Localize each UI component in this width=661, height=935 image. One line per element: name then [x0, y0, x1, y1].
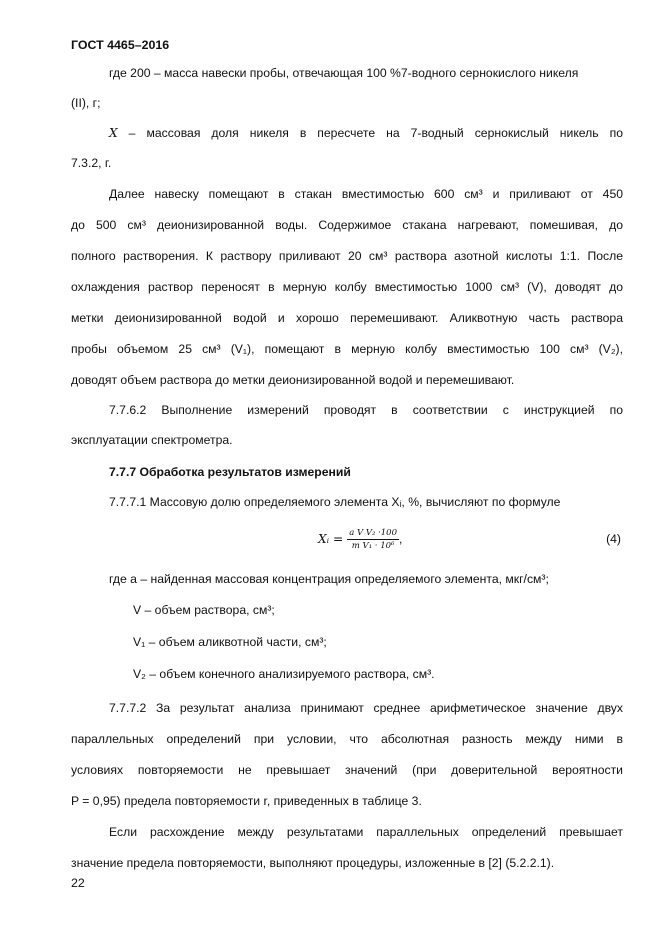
text-line: V₂ – объем конечного анализируемого раствора, см³.: [133, 667, 435, 681]
text-line: полного растворения. К раствору приливают 20 см³ раствора азотной кислоты 1:1. После: [71, 249, 623, 263]
text-line: V₁ – объем аликвотной части, см³;: [133, 635, 327, 649]
text-line: (II), г;: [71, 96, 101, 110]
text-line: [109, 126, 623, 140]
formula: [318, 522, 402, 556]
text-segment: – массовая доля никеля в пересчете на 7-водный сернокислый никель по: [117, 126, 623, 140]
text-line: V – объем раствора, см³;: [133, 603, 275, 617]
text-line: метки деионизированной водой и хорошо перемешивают. Аликвотную часть раствора: [71, 311, 623, 325]
formula-denominator: m V₁ · 10⁶: [351, 540, 395, 551]
formula-lhs: Xᵢ =: [318, 532, 344, 546]
text-line: эксплуатации спектрометра.: [71, 433, 233, 447]
text-line: охлаждения раствор переносят в мерную колбу вместимостью 1000 см³ (V), доводят до: [71, 280, 623, 294]
formula-fraction: [347, 528, 399, 551]
equation-number: (4): [606, 532, 621, 546]
section-heading: 7.7.7 Обработка результатов измерений: [109, 465, 351, 479]
text-line: пробы объемом 25 см³ (V₁), помещают в мерную колбу вместимостью 100 см³ (V₂),: [71, 342, 623, 356]
text-line: параллельных определений при условии, что абсолютная разность между ними в: [71, 732, 623, 746]
text-line: значение предела повторяемости, выполняют процедуры, изложенные в [2] (5.2.2.1).: [71, 856, 555, 870]
text-line: условиях повторяемости не превышает значений (при доверительной вероятности: [71, 763, 623, 777]
text-line: 7.7.6.2 Выполнение измерений проводят в соответствии с инструкцией по: [109, 403, 623, 417]
text-line: доводят объем раствора до метки деионизированной водой и перемешивают.: [71, 373, 515, 387]
text-line: 7.7.7.2 За результат анализа принимают среднее арифметическое значение двух: [109, 701, 623, 715]
symbol-x: X: [109, 126, 118, 140]
text-line: Далее навеску помещают в стакан вместимостью 600 см³ и приливают от 450: [109, 187, 623, 201]
formula-trail: ,: [399, 532, 403, 546]
formula-numerator: a V V₂ ·100: [349, 527, 398, 538]
page-number: 22: [71, 876, 85, 890]
text-line: 7.3.2, г.: [71, 156, 112, 170]
text-line: где a – найденная массовая концентрация определяемого элемента, мкг/см³;: [109, 572, 549, 586]
text-line: до 500 см³ деионизированной воды. Содержимое стакана нагревают, помешивая, до: [71, 218, 623, 232]
text-line: 7.7.7.1 Массовую долю определяемого элемента Xᵢ, %, вычисляют по формуле: [109, 495, 561, 509]
text-line: P = 0,95) предела повторяемости r, приведенных в таблице 3.: [71, 794, 422, 808]
standard-header: ГОСТ 4465–2016: [71, 38, 170, 52]
text-line: Если расхождение между результатами параллельных определений превышает: [109, 825, 623, 839]
text-line: где 200 – масса навески пробы, отвечающая 100 %7-водного сернокислого никеля: [109, 66, 579, 80]
